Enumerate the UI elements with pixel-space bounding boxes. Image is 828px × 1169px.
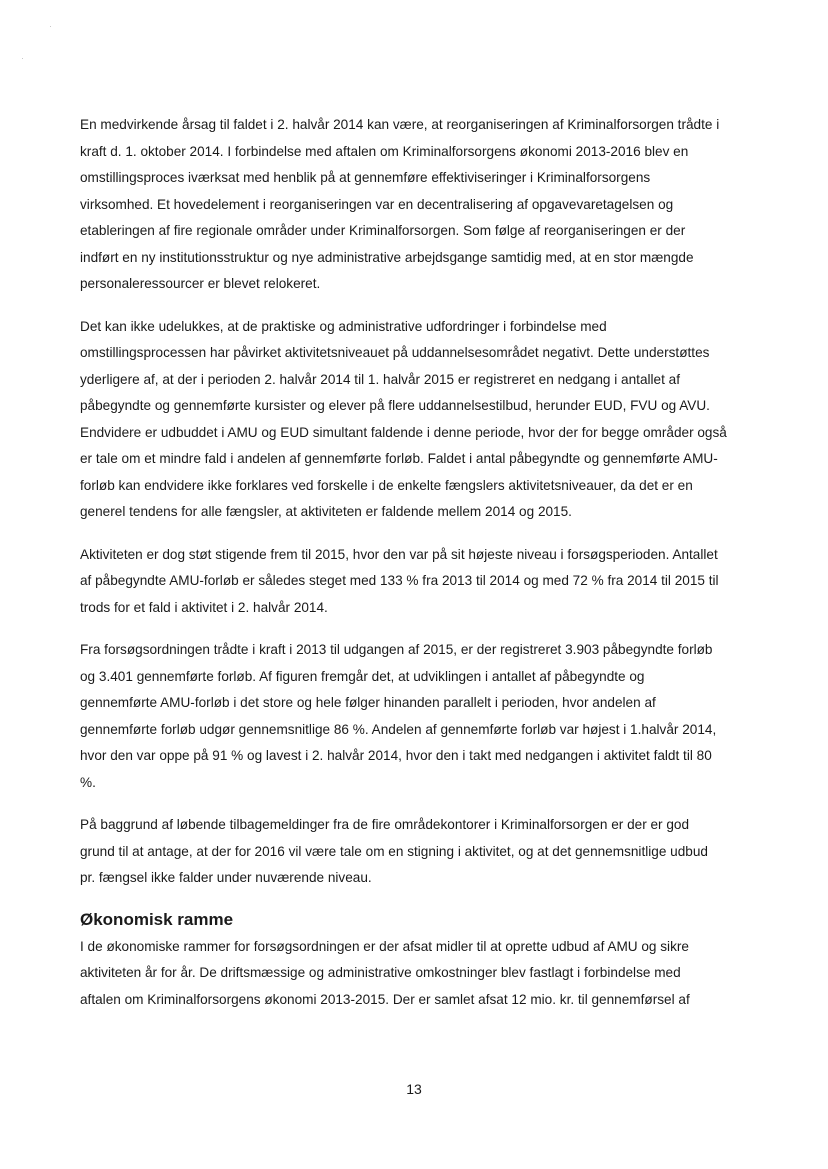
text-line: og 3.401 gennemførte forløb. Af figuren fremgår det, at udviklingen i antallet af påbegyndte og [80,668,645,684]
scan-speck [22,58,23,59]
paragraph-reorganisation [80,112,748,298]
text-line: En medvirkende årsag til faldet i 2. halvår 2014 kan være, at reorganiseringen af Kriminalforsorgen trådte i [80,117,720,132]
text-line: Aktiviteten er dog støt stigende frem til 2015, hvor den var på sit højeste niveau i forsøgsperioden. Antallet [80,546,718,562]
text-line: forløb kan endvidere ikke forklares ved forskelle i de enkelte fængslers aktivitetsniveauer, da det er en [80,477,693,493]
text-line: er tale om et mindre fald i andelen af gennemførte forløb. Faldet i antal påbegyndte og gennemførte AMU- [80,451,718,466]
text-line: omstillingsprocessen har påvirket aktivitetsniveauet på uddannelsesområdet negativt. Dette understøttes [80,345,710,360]
text-line: Det kan ikke udelukkes, at de praktiske og administrative udfordringer i forbindelse med [80,318,607,334]
text-line: generel tendens for alle fængsler, at aktiviteten er faldende mellem 2014 og 2015. [80,504,572,519]
text-line: pr. fængsel ikke falder under nuværende niveau. [80,870,372,885]
text-line: grund til at antage, at der for 2016 vil være tale om en stigning i aktivitet, og at det gennemsnitlige udbud [80,843,708,859]
text-line: På baggrund af løbende tilbagemeldinger fra de fire områdekontorer i Kriminalforsorgen er der er god [80,817,690,832]
text-line: indført en ny institutionsstruktur og nye administrative arbejdsgange samtidig med, at en stor mængde [80,249,694,265]
text-line: I de økonomiske rammer for forsøgsordningen er der afsat midler til at oprette udbud af AMU og sikre [80,938,689,954]
paragraph-challenges [80,314,748,526]
paragraph-outlook-2016 [80,812,748,892]
text-line: kraft d. 1. oktober 2014. I forbindelse med aftalen om Kriminalforsorgens økonomi 2013-2016 blev en [80,143,689,159]
text-line: Fra forsøgsordningen trådte i kraft i 2013 til udgangen af 2015, er der registreret 3.903 påbegyndte forløb [80,642,713,657]
paragraph-activity-growth [80,542,748,622]
text-line: %. [80,774,96,790]
text-line: aftalen om Kriminalforsorgens økonomi 2013-2015. Der er samlet afsat 12 mio. kr. til gennemførsel af [80,991,690,1007]
text-line: virksomhed. Et hovedelement i reorganiseringen var en decentralisering af opgavevaretagelsen og [80,196,674,212]
section-heading: Økonomisk ramme [80,909,234,929]
text-line: Endvidere er udbuddet i AMU og EUD simultant faldende i denne periode, hvor der for begge områder også [80,424,727,440]
scan-speck [50,26,51,27]
text-line: af påbegyndte AMU-forløb er således steget med 133 % fra 2013 til 2014 og med 72 % fra 2014 til 2015 til [80,573,719,588]
text-line: gennemførte forløb udgør gennemsnitlige 86 %. Andelen af gennemførte forløb var højest i 1.halvår 2014, [80,721,717,737]
text-line: yderligere af, at der i perioden 2. halvår 2014 til 1. halvår 2015 er registreret en nedgang i antallet af [80,371,681,387]
text-line: hvor den var oppe på 91 % og lavest i 2. halvår 2014, hvor den i takt med nedgangen i aktivitet faldt til 80 [80,748,712,763]
text-line: omstillingsproces iværksat med henblik på at gennemføre effektiviseringer i Kriminalforsorgens [80,170,651,185]
paragraph-economic-frame [80,934,748,1014]
text-line: aktiviteten år for år. De driftsmæssige og administrative omkostninger blev fastlagt i forbindelse med [80,965,681,980]
text-line: etableringen af fire regionale områder under Kriminalforsorgen. Som følge af reorganiseringen er der [80,223,686,238]
page-body [80,112,748,1029]
paragraph-registered-courses [80,637,748,796]
text-line: gennemførte AMU-forløb i det store og hele følger hinanden parallelt i perioden, hvor andelen af [80,695,656,710]
text-line: personaleressourcer er blevet relokeret. [80,276,321,291]
text-line: påbegyndte og gennemførte kursister og elever på flere uddannelsestilbud, herunder EUD, FVU og AVU. [80,398,710,413]
text-line: trods for et fald i aktivitet i 2. halvår 2014. [80,599,328,615]
page-number: 13 [406,1081,422,1097]
